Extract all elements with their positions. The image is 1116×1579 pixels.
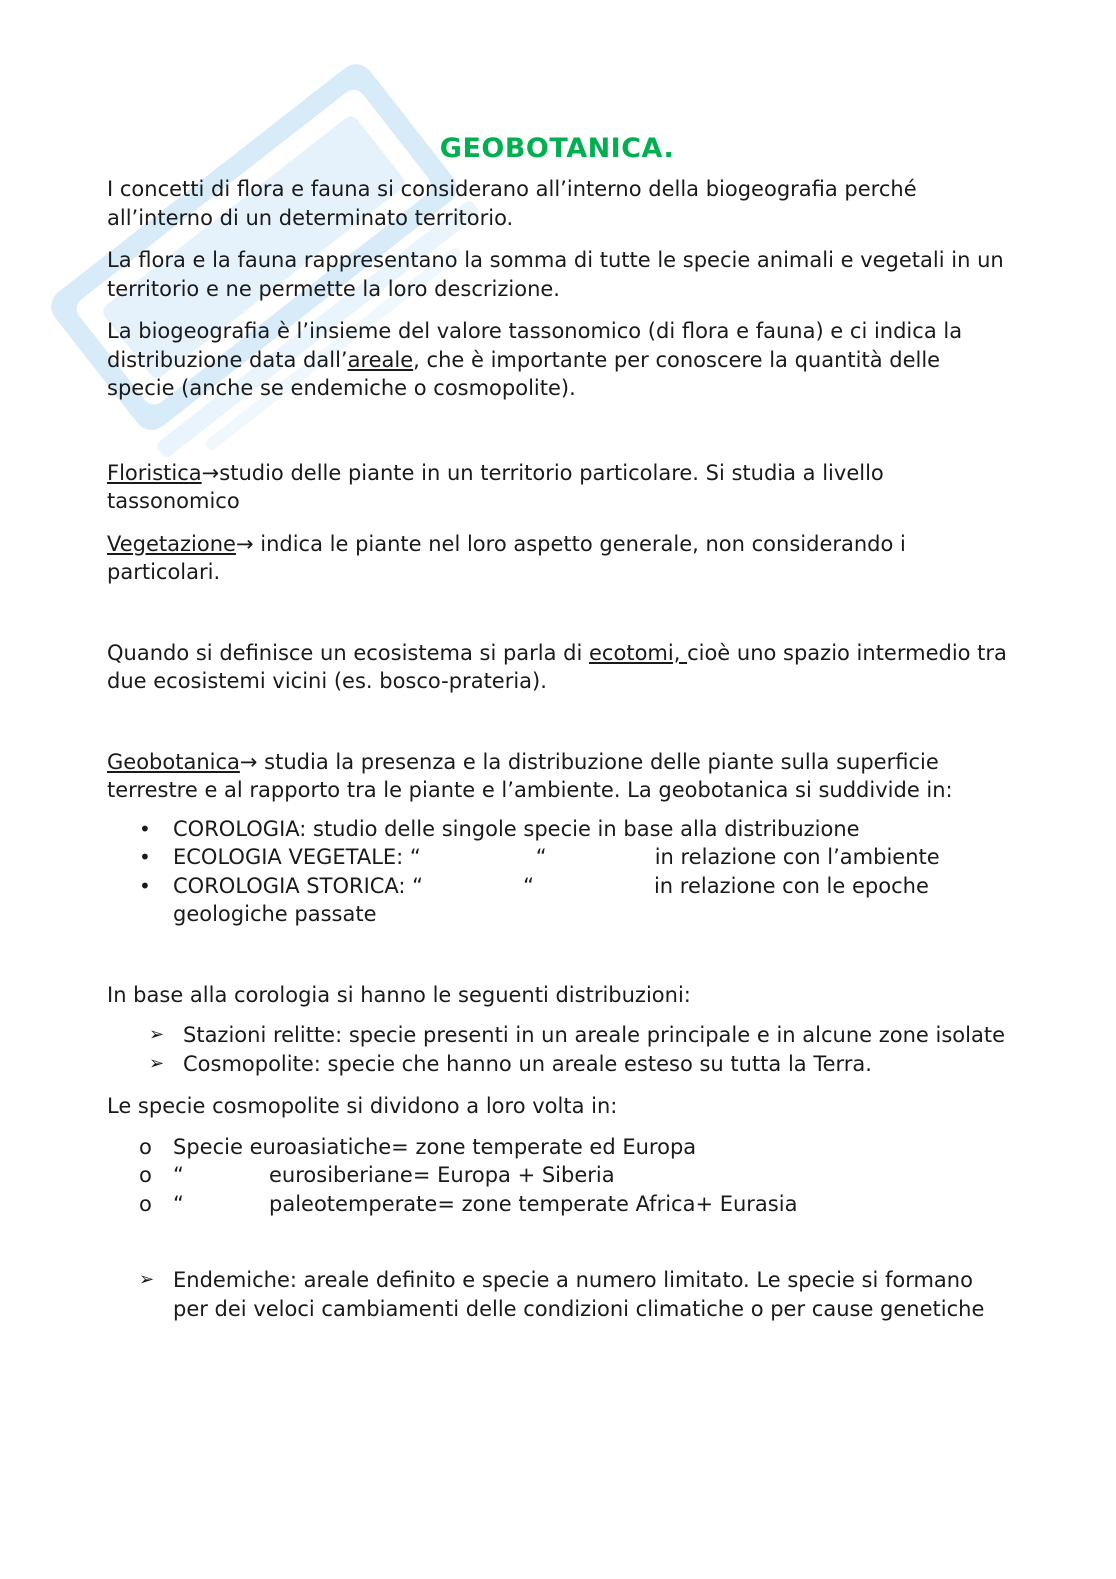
list-item (107, 815, 1007, 844)
ditto-mark: “ (523, 873, 534, 898)
cosmopolite-list (107, 1133, 1007, 1219)
list-item-label: Specie (173, 1134, 243, 1159)
list-item-text: COROLOGIA STORICA: “ (173, 873, 424, 898)
bullet-icon: • (139, 845, 151, 869)
circle-bullet-icon: o (139, 1191, 152, 1216)
vegetazione-paragraph (107, 530, 1007, 587)
list-item (107, 1021, 1007, 1050)
spacer (107, 710, 1007, 748)
suddivisioni-list (107, 815, 1007, 929)
list-item (107, 1266, 1007, 1323)
floristica-term: Floristica (107, 460, 202, 485)
list-item (107, 1133, 1007, 1162)
spacer (107, 601, 1007, 639)
geobotanica-paragraph (107, 748, 1007, 805)
ditto-mark: “ (173, 1191, 184, 1216)
areale-term: areale (347, 347, 414, 372)
ecotomi-text-before: Quando si definisce un ecosistema si parla di (107, 640, 590, 665)
list-item (107, 1190, 1007, 1219)
intro-paragraph-1: I concetti di flora e fauna si considerano all’interno della biogeografia perché all’interno di un determinato territorio. (107, 177, 917, 230)
arrow-right-icon: → (239, 749, 258, 774)
list-item-text: paleotemperate= zone temperate Africa+ Eurasia (269, 1191, 798, 1216)
floristica-definition: studio delle piante in un territorio particolare. Si studia a livello tassonomico (107, 460, 884, 513)
list-item-text: in relazione con l’ambiente (654, 845, 940, 869)
geobotanica-definition: studia la presenza e la distribuzione delle piante sulla superficie terrestre e al rapporto tra le piante e l’ambiente. La geobotanica si suddivide in: (107, 749, 953, 802)
arrow-right-icon: → (201, 460, 220, 485)
circle-bullet-icon: o (139, 1134, 152, 1159)
arrowhead-bullet-icon: ➢ (139, 1269, 155, 1290)
spacer (107, 1232, 1007, 1270)
list-item-text: ECOLOGIA VEGETALE: “ (173, 845, 421, 869)
biogeografia-paragraph (107, 317, 1007, 403)
list-item-text: Endemiche: areale definito e specie a numero limitato. Le specie si formano per dei veloci cambiamenti delle condizioni climatiche o per cause genetiche (173, 1268, 985, 1321)
list-item (107, 1050, 1007, 1079)
list-item-text: eurosiberiane= Europa + Siberia (269, 1163, 615, 1187)
bullet-icon: • (139, 873, 151, 898)
ecotomi-paragraph (107, 639, 1007, 696)
spacer (107, 943, 1007, 981)
circle-bullet-icon: o (139, 1163, 152, 1187)
geobotanica-term: Geobotanica (107, 749, 240, 774)
cosmopolite-intro: Le specie cosmopolite si dividono a loro volta in: (107, 1094, 618, 1118)
ecotomi-text-after: cioè uno spazio intermedio tra due ecosistemi vicini (es. bosco-prateria). (107, 640, 1007, 693)
biogeografia-text-after: , che è importante per conoscere la quantità delle specie (anche se endemiche o cosmopolite). (107, 347, 941, 400)
arrow-right-icon: → (235, 531, 254, 556)
list-item (107, 843, 1007, 872)
ecotomi-term: ecotomi, (589, 640, 688, 665)
arrowhead-bullet-icon: ➢ (149, 1024, 165, 1045)
endemiche-list (107, 1266, 1007, 1323)
intro-paragraph-2: La flora e la fauna rappresentano la somma di tutte le specie animali e vegetali in un territorio e ne permette la loro descrizione. (107, 248, 1004, 301)
list-item (107, 1161, 1007, 1190)
document-body (107, 130, 1007, 1337)
ditto-mark: “ (173, 1163, 184, 1187)
list-item-text: euroasiatiche= zone temperate ed Europa (249, 1134, 697, 1159)
vegetazione-definition: indica le piante nel loro aspetto generale, non considerando i particolari. (107, 531, 906, 584)
list-item-text: Cosmopolite: specie che hanno un areale esteso su tutta la Terra. (183, 1051, 872, 1076)
list-item-text: Stazioni relitte: specie presenti in un areale principale e in alcune zone isolate (183, 1023, 1005, 1047)
bullet-icon: • (139, 816, 151, 841)
ditto-mark: “ (535, 845, 547, 869)
floristica-paragraph (107, 459, 1007, 516)
list-item (107, 872, 1007, 929)
arrowhead-bullet-icon: ➢ (149, 1052, 165, 1074)
list-item-text: COROLOGIA: studio delle singole specie in base alla distribuzione (173, 816, 860, 841)
list-item-text: in relazione con le epoche geologiche passate (173, 873, 929, 926)
biogeografia-text-before: La biogeografia è l’insieme del valore tassonomico (di flora e fauna) e ci indica la distribuzione data dall’ (107, 319, 963, 372)
spacer (107, 417, 1007, 459)
distribuzioni-intro: In base alla corologia si hanno le seguenti distribuzioni: (107, 982, 691, 1007)
vegetazione-term: Vegetazione (107, 531, 236, 556)
page-title: GEOBOTANICA. (439, 133, 675, 164)
distribuzioni-list (107, 1021, 1007, 1078)
